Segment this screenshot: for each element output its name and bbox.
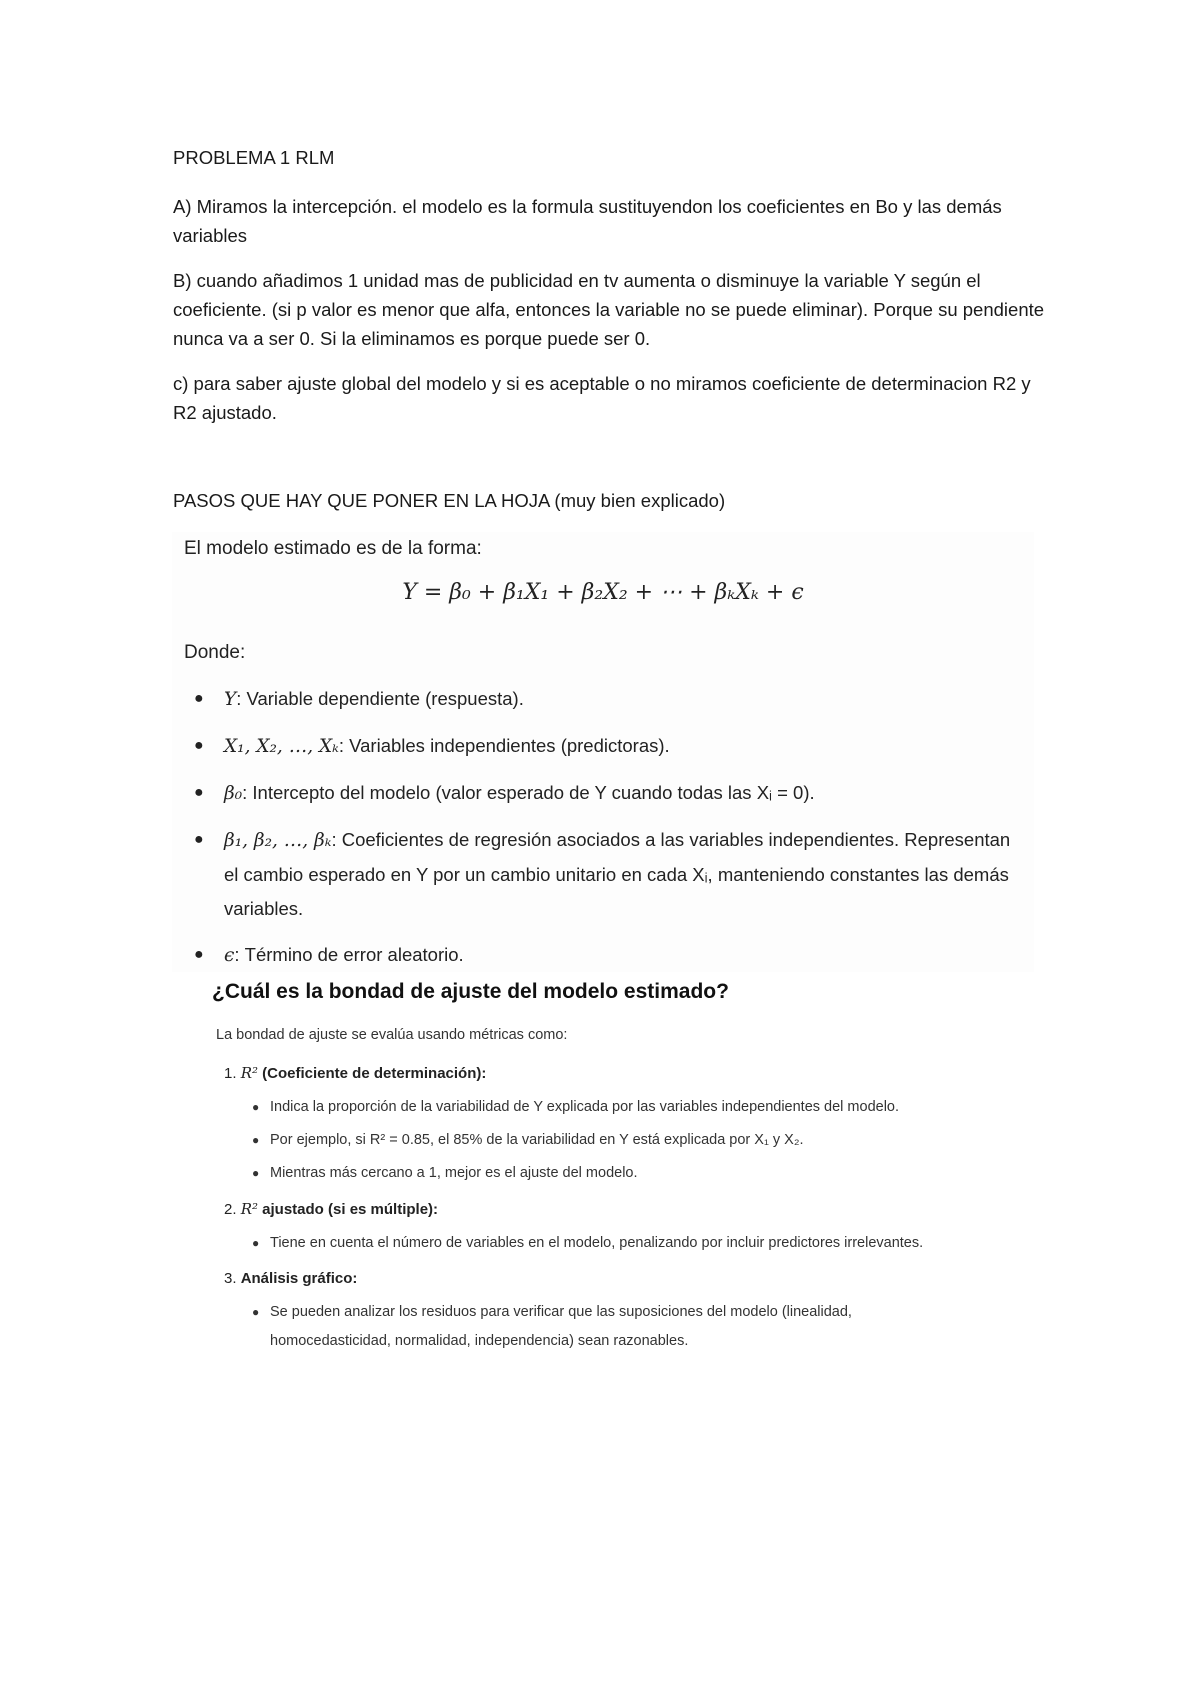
handwritten-notes bbox=[173, 143, 1053, 443]
bullet-icon: ● bbox=[194, 737, 204, 754]
note-c: c) para saber ajuste global del modelo y si es aceptable o no miramos coeficiente de determinacion R2 y R2 ajustado. bbox=[173, 373, 1031, 423]
term-description: : Coeficientes de regresión asociados a las variables independientes. Representan el cambio esperado en Y por un cambio unitario en cada Xᵢ, manteniendo constantes las demás variables. bbox=[224, 829, 1011, 919]
term-description: : Intercepto del modelo (valor esperado de Y cuando todas las Xᵢ = 0). bbox=[242, 782, 815, 803]
metric-label: (Coeficiente de determinación): bbox=[262, 1065, 487, 1082]
bullet-text: Mientras más cercano a 1, mejor es el ajuste del modelo. bbox=[270, 1165, 638, 1181]
note-b: B) cuando añadimos 1 unidad mas de publicidad en tv aumenta o disminuye la variable Y según el coeficiente. (si p valor es menor que alfa, entonces la variable no se puede eliminar). Porque su pendiente nunca va a ser 0. Si la eliminamos es porque puede ser 0. bbox=[173, 270, 1045, 349]
metric-label: ajustado (si es múltiple): bbox=[262, 1201, 439, 1218]
list-item bbox=[224, 1093, 964, 1122]
donde-label: Donde: bbox=[184, 642, 246, 663]
metric-bullets bbox=[224, 1229, 964, 1258]
bullet-text: Se pueden analizar los residuos para verificar que las suposiciones del modelo (linealidad, homocedasticidad, normalidad, independencia) sean razonables. bbox=[270, 1304, 852, 1349]
bullet-text: Indica la proporción de la variabilidad de Y explicada por las variables independientes del modelo. bbox=[270, 1099, 900, 1115]
list-item bbox=[184, 682, 1024, 717]
item-number: 1. bbox=[224, 1065, 237, 1082]
model-lead: El modelo estimado es de la forma: bbox=[184, 538, 482, 559]
bullet-icon: ● bbox=[194, 784, 204, 801]
metric-item-r2 bbox=[224, 1060, 964, 1188]
metric-symbol: R² bbox=[240, 1064, 258, 1082]
list-item bbox=[184, 729, 1024, 764]
metric-label: Análisis gráfico: bbox=[240, 1270, 358, 1287]
bullet-icon: ● bbox=[252, 1305, 260, 1319]
term-symbol: β₀ bbox=[224, 783, 243, 804]
term-symbol: Y bbox=[224, 689, 237, 710]
item-number: 3. bbox=[224, 1270, 237, 1287]
term-description: : Término de error aleatorio. bbox=[234, 944, 464, 965]
metric-bullets bbox=[224, 1093, 964, 1188]
bullet-icon: ● bbox=[194, 946, 204, 963]
metrics-list bbox=[224, 1060, 964, 1364]
bullet-text: Por ejemplo, si R² = 0.85, el 85% de la variabilidad en Y está explicada por X₁ y X₂. bbox=[270, 1132, 804, 1148]
item-number: 2. bbox=[224, 1201, 237, 1218]
bullet-icon: ● bbox=[194, 831, 204, 848]
metric-item-r2-adjusted bbox=[224, 1196, 964, 1258]
bullet-icon: ● bbox=[252, 1133, 260, 1147]
bullet-icon: ● bbox=[252, 1100, 260, 1114]
metric-bullets bbox=[224, 1298, 964, 1356]
list-item bbox=[184, 823, 1024, 926]
list-item bbox=[224, 1298, 964, 1356]
term-symbol: X₁, X₂, …, Xₖ bbox=[224, 736, 339, 757]
list-item bbox=[184, 938, 1024, 973]
bullet-text: Tiene en cuenta el número de variables en el modelo, penalizando por incluir predictores irrelevantes. bbox=[270, 1235, 924, 1251]
list-item bbox=[184, 776, 1024, 811]
bullet-icon: ● bbox=[194, 690, 204, 707]
model-equation: Y = β₀ + β₁X₁ + β₂X₂ + ⋯ + βₖXₖ + ϵ bbox=[402, 580, 804, 605]
model-screenshot bbox=[172, 532, 1034, 972]
list-item bbox=[224, 1229, 964, 1258]
goodness-of-fit-screenshot bbox=[212, 980, 972, 1440]
list-item bbox=[224, 1126, 964, 1155]
term-description: : Variable dependiente (respuesta). bbox=[236, 688, 524, 709]
steps-heading: PASOS QUE HAY QUE PONER EN LA HOJA (muy bien explicado) bbox=[173, 490, 726, 511]
metric-item-graphic-analysis bbox=[224, 1266, 964, 1356]
bullet-icon: ● bbox=[252, 1236, 260, 1250]
goodness-heading: ¿Cuál es la bondad de ajuste del modelo estimado? bbox=[212, 980, 729, 1003]
term-symbol: ϵ bbox=[224, 945, 235, 966]
notes-title: PROBLEMA 1 RLM bbox=[173, 147, 335, 168]
model-term-list bbox=[184, 682, 1024, 985]
goodness-intro: La bondad de ajuste se evalúa usando métricas como: bbox=[216, 1027, 568, 1043]
term-description: : Variables independientes (predictoras). bbox=[338, 735, 670, 756]
list-item bbox=[224, 1159, 964, 1188]
metric-symbol: R² bbox=[240, 1200, 258, 1218]
term-symbol: β₁, β₂, …, βₖ bbox=[224, 830, 332, 851]
note-a: A) Miramos la intercepción. el modelo es la formula sustituyendon los coeficientes en Bo y las demás variables bbox=[173, 196, 1002, 246]
bullet-icon: ● bbox=[252, 1166, 260, 1180]
